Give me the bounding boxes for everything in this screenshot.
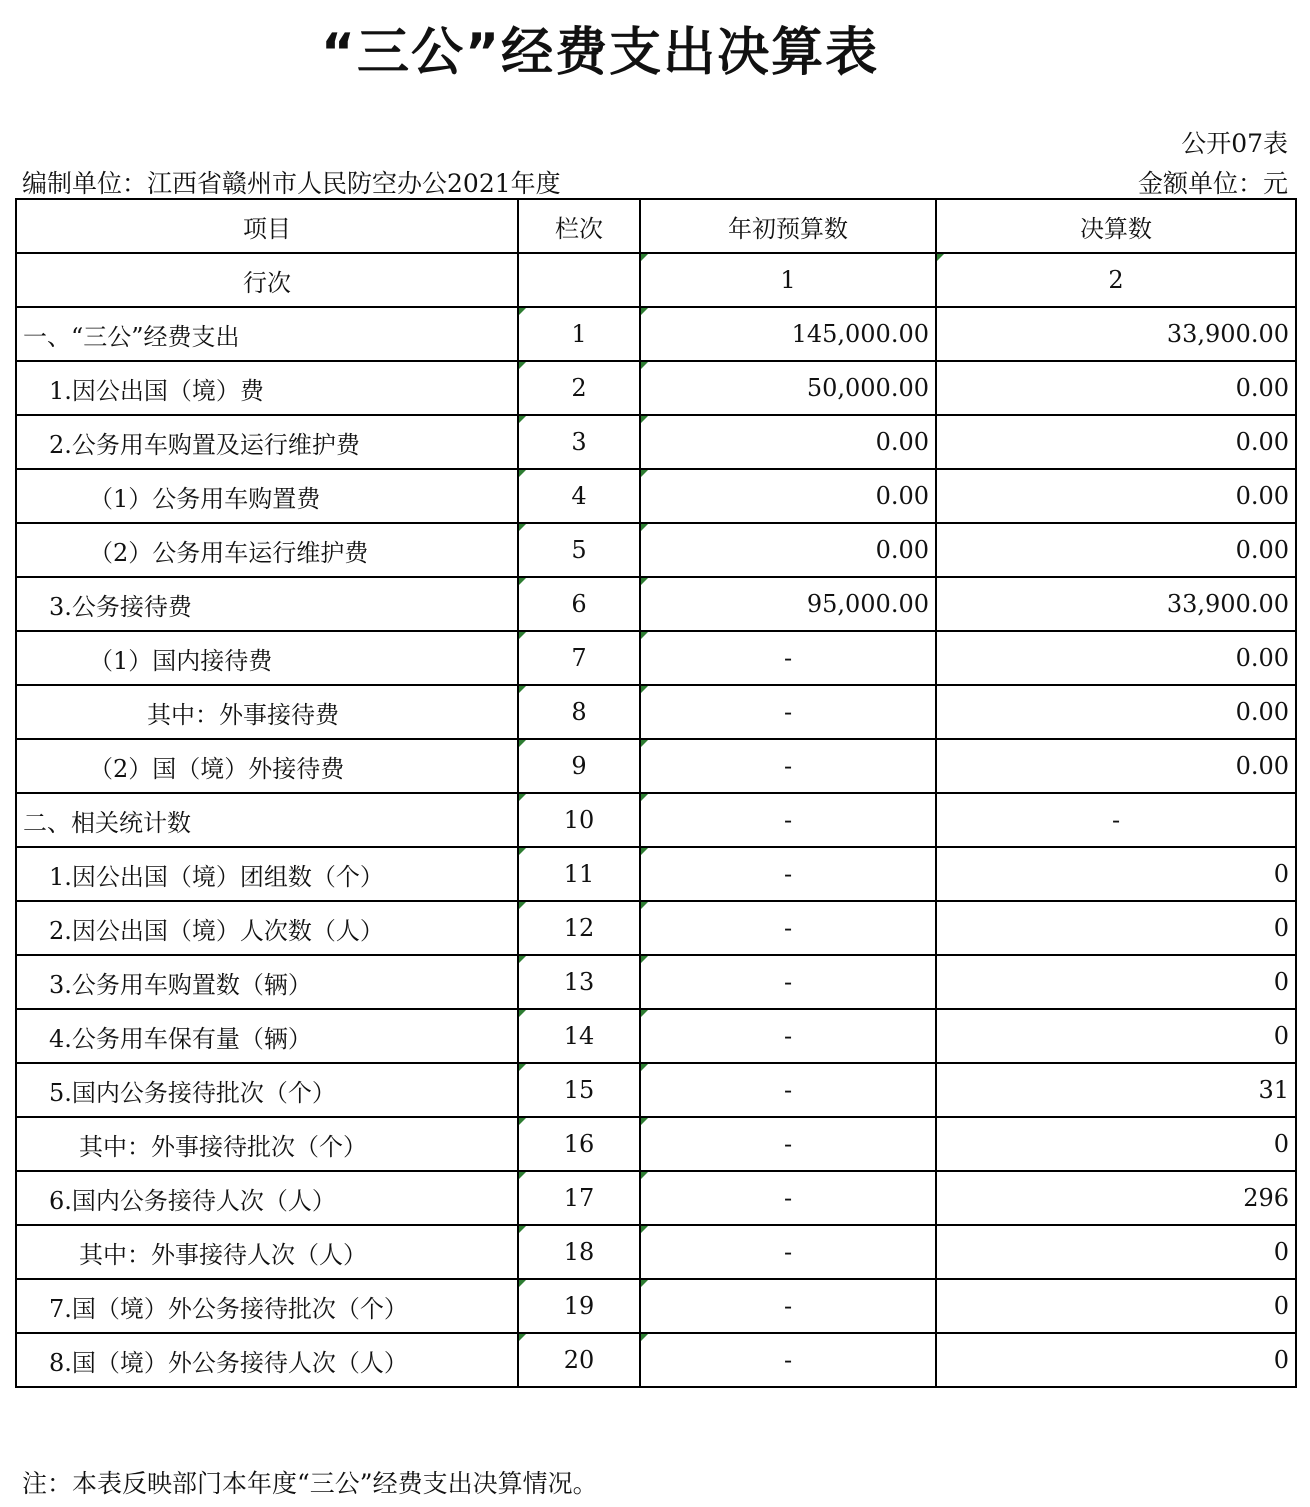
row-budget: - bbox=[640, 739, 936, 793]
row-item: 4.公务用车保有量（辆） bbox=[16, 1009, 518, 1063]
table-row bbox=[16, 847, 1296, 901]
row-budget: - bbox=[640, 1171, 936, 1225]
header-budget: 年初预算数 bbox=[640, 199, 936, 253]
row-budget: - bbox=[640, 1063, 936, 1117]
row-final: 0.00 bbox=[936, 739, 1296, 793]
row-final: - bbox=[936, 793, 1296, 847]
row-final: 0.00 bbox=[936, 685, 1296, 739]
row-item: 5.国内公务接待批次（个） bbox=[16, 1063, 518, 1117]
form-code: 公开07表 bbox=[1181, 129, 1288, 158]
row-item: 3.公务接待费 bbox=[16, 577, 518, 631]
row-budget: 0.00 bbox=[640, 415, 936, 469]
row-budget: - bbox=[640, 1009, 936, 1063]
row-final: 0.00 bbox=[936, 469, 1296, 523]
row-item: 1.因公出国（境）团组数（个） bbox=[16, 847, 518, 901]
row-col: 5 bbox=[518, 523, 640, 577]
table-row bbox=[16, 1117, 1296, 1171]
row-index-col bbox=[518, 253, 640, 307]
row-final: 0 bbox=[936, 1279, 1296, 1333]
table-row bbox=[16, 1279, 1296, 1333]
row-item: 6.国内公务接待人次（人） bbox=[16, 1171, 518, 1225]
table-row bbox=[16, 415, 1296, 469]
row-item: 其中：外事接待批次（个） bbox=[16, 1117, 518, 1171]
row-item: 2.因公出国（境）人次数（人） bbox=[16, 901, 518, 955]
table-row bbox=[16, 901, 1296, 955]
row-budget: - bbox=[640, 793, 936, 847]
row-item: 1.因公出国（境）费 bbox=[16, 361, 518, 415]
table-row bbox=[16, 307, 1296, 361]
expense-table bbox=[15, 198, 1297, 1388]
row-index-label: 行次 bbox=[16, 253, 518, 307]
header-item: 项目 bbox=[16, 199, 518, 253]
row-col: 18 bbox=[518, 1225, 640, 1279]
row-item: （2）公务用车运行维护费 bbox=[16, 523, 518, 577]
footnote: 注：本表反映部门本年度“三公”经费支出决算情况。 bbox=[22, 1469, 598, 1498]
row-final: 0.00 bbox=[936, 415, 1296, 469]
row-item: 其中：外事接待费 bbox=[16, 685, 518, 739]
table-row bbox=[16, 955, 1296, 1009]
table-row bbox=[16, 469, 1296, 523]
row-col: 17 bbox=[518, 1171, 640, 1225]
row-index-budget: 1 bbox=[640, 253, 936, 307]
row-col: 1 bbox=[518, 307, 640, 361]
row-budget: 0.00 bbox=[640, 469, 936, 523]
row-item: （1）国内接待费 bbox=[16, 631, 518, 685]
row-col: 8 bbox=[518, 685, 640, 739]
row-item: （2）国（境）外接待费 bbox=[16, 739, 518, 793]
row-index-row bbox=[16, 253, 1296, 307]
row-col: 19 bbox=[518, 1279, 640, 1333]
row-item: 一、“三公”经费支出 bbox=[16, 307, 518, 361]
table-row bbox=[16, 739, 1296, 793]
row-budget: - bbox=[640, 955, 936, 1009]
row-item: 其中：外事接待人次（人） bbox=[16, 1225, 518, 1279]
row-col: 13 bbox=[518, 955, 640, 1009]
table-row bbox=[16, 523, 1296, 577]
row-item: 2.公务用车购置及运行维护费 bbox=[16, 415, 518, 469]
table-row bbox=[16, 685, 1296, 739]
row-final: 0 bbox=[936, 1117, 1296, 1171]
row-col: 6 bbox=[518, 577, 640, 631]
row-final: 33,900.00 bbox=[936, 307, 1296, 361]
row-col: 14 bbox=[518, 1009, 640, 1063]
row-final: 0.00 bbox=[936, 361, 1296, 415]
row-col: 9 bbox=[518, 739, 640, 793]
row-final: 0 bbox=[936, 1225, 1296, 1279]
row-budget: 50,000.00 bbox=[640, 361, 936, 415]
row-final: 0 bbox=[936, 1009, 1296, 1063]
row-index-final: 2 bbox=[936, 253, 1296, 307]
row-final: 0 bbox=[936, 901, 1296, 955]
row-item: 8.国（境）外公务接待人次（人） bbox=[16, 1333, 518, 1387]
row-budget: 95,000.00 bbox=[640, 577, 936, 631]
amount-unit: 金额单位：元 bbox=[1137, 169, 1288, 198]
row-final: 0.00 bbox=[936, 523, 1296, 577]
header-final: 决算数 bbox=[936, 199, 1296, 253]
row-col: 10 bbox=[518, 793, 640, 847]
row-budget: - bbox=[640, 631, 936, 685]
table-row bbox=[16, 1009, 1296, 1063]
header-col: 栏次 bbox=[518, 199, 640, 253]
row-item: 二、相关统计数 bbox=[16, 793, 518, 847]
table-row bbox=[16, 1063, 1296, 1117]
row-col: 15 bbox=[518, 1063, 640, 1117]
row-col: 20 bbox=[518, 1333, 640, 1387]
table-row bbox=[16, 1225, 1296, 1279]
row-budget: - bbox=[640, 1333, 936, 1387]
row-final: 31 bbox=[936, 1063, 1296, 1117]
row-col: 11 bbox=[518, 847, 640, 901]
row-col: 3 bbox=[518, 415, 640, 469]
row-col: 2 bbox=[518, 361, 640, 415]
row-col: 12 bbox=[518, 901, 640, 955]
row-final: 0.00 bbox=[936, 631, 1296, 685]
row-final: 296 bbox=[936, 1171, 1296, 1225]
row-item: （1）公务用车购置费 bbox=[16, 469, 518, 523]
row-budget: - bbox=[640, 1117, 936, 1171]
row-budget: - bbox=[640, 1225, 936, 1279]
row-final: 33,900.00 bbox=[936, 577, 1296, 631]
row-budget: - bbox=[640, 1279, 936, 1333]
page-title: “三公”经费支出决算表 bbox=[320, 23, 880, 83]
row-item: 7.国（境）外公务接待批次（个） bbox=[16, 1279, 518, 1333]
table-row bbox=[16, 793, 1296, 847]
header-row bbox=[16, 199, 1296, 253]
row-budget: - bbox=[640, 847, 936, 901]
row-budget: 145,000.00 bbox=[640, 307, 936, 361]
compiling-unit: 编制单位：江西省赣州市人民防空办公2021年度 bbox=[22, 169, 561, 198]
row-col: 16 bbox=[518, 1117, 640, 1171]
row-col: 7 bbox=[518, 631, 640, 685]
row-final: 0 bbox=[936, 955, 1296, 1009]
row-col: 4 bbox=[518, 469, 640, 523]
row-budget: 0.00 bbox=[640, 523, 936, 577]
table-row bbox=[16, 361, 1296, 415]
row-final: 0 bbox=[936, 847, 1296, 901]
row-item: 3.公务用车购置数（辆） bbox=[16, 955, 518, 1009]
table-row bbox=[16, 577, 1296, 631]
table-row bbox=[16, 631, 1296, 685]
row-final: 0 bbox=[936, 1333, 1296, 1387]
table-row bbox=[16, 1333, 1296, 1387]
row-budget: - bbox=[640, 685, 936, 739]
table-row bbox=[16, 1171, 1296, 1225]
row-budget: - bbox=[640, 901, 936, 955]
